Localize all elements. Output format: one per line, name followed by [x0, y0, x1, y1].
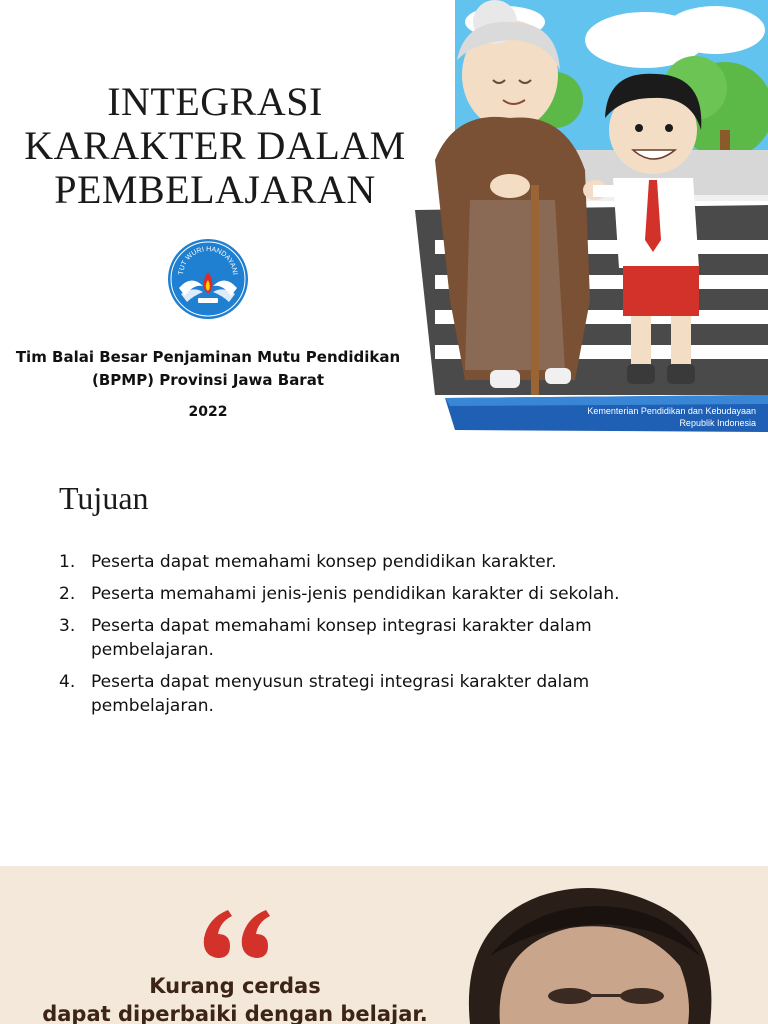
list-item: [59, 670, 699, 718]
title-line: INTEGRASI: [107, 79, 323, 124]
list-item: [59, 550, 699, 574]
list-item: [59, 614, 699, 662]
tut-wuri-handayani-logo: [167, 238, 249, 320]
objectives-slide: [0, 440, 768, 865]
list-item: [59, 582, 699, 606]
character-illustration: [395, 0, 768, 440]
objectives-list: [59, 550, 699, 726]
title-line: KARAKTER DALAM: [24, 123, 406, 168]
ministry-caption-line: Republik Indonesia: [679, 418, 756, 428]
quote-line: Kurang cerdas: [149, 974, 321, 998]
list-item-number: 4.: [59, 672, 76, 692]
list-item-text: Peserta dapat memahami konsep pendidikan karakter.: [91, 552, 557, 572]
list-item-text: Peserta dapat menyusun strategi integrasi karakter dalam pembelajaran.: [91, 672, 590, 716]
list-item-text: Peserta memahami jenis-jenis pendidikan karakter di sekolah.: [91, 584, 620, 604]
presenter-line: (BPMP) Provinsi Jawa Barat: [91, 371, 325, 389]
list-item-number: 2.: [59, 584, 76, 604]
list-item-number: 1.: [59, 552, 76, 572]
ministry-caption: [587, 405, 756, 429]
svg-text:TUT WURI HANDAYANI: TUT WURI HANDAYANI: [177, 245, 238, 276]
presenter-line: Tim Balai Besar Penjaminan Mutu Pendidikan: [15, 348, 401, 366]
presenter-credit: [0, 346, 416, 392]
objectives-heading: Tujuan: [59, 480, 149, 516]
title-line: PEMBELAJARAN: [54, 167, 376, 212]
slide-title: [0, 80, 430, 212]
quote-mark-icon: [198, 902, 270, 960]
ministry-caption-line: Kementerian Pendidikan dan Kebudayaan: [587, 406, 756, 416]
title-slide: [0, 0, 768, 440]
presentation-year: 2022: [188, 404, 228, 420]
quote-line: dapat diperbaiki dengan belajar.: [42, 1002, 428, 1024]
list-item-number: 3.: [59, 616, 76, 636]
quote-text: [0, 972, 470, 1024]
list-item-text: Peserta dapat memahami konsep integrasi karakter dalam pembelajaran.: [91, 616, 592, 660]
quote-slide: [0, 866, 768, 1024]
portrait-photo: [430, 866, 768, 1024]
